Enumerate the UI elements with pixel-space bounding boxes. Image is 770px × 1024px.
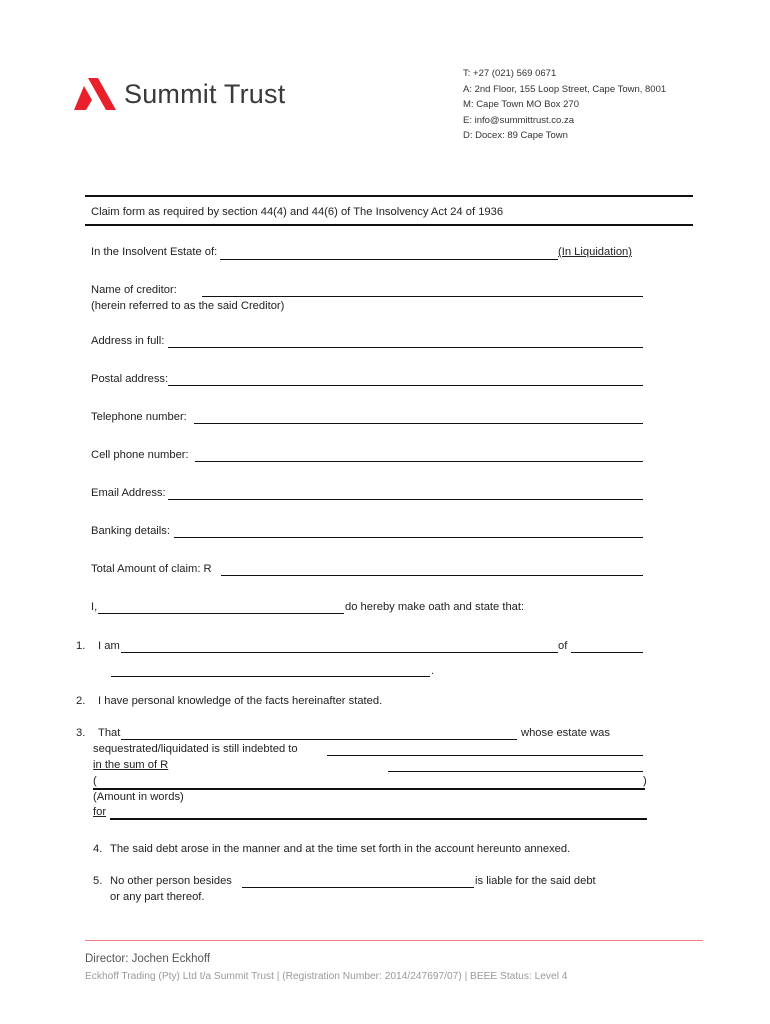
banking-field[interactable] bbox=[174, 537, 643, 538]
item4-number: 4. bbox=[93, 843, 103, 855]
creditor-label: Name of creditor: bbox=[91, 284, 177, 296]
brand-name: Summit Trust bbox=[124, 78, 286, 109]
item3-paren-close: ) bbox=[643, 775, 647, 787]
telephone-field[interactable] bbox=[194, 423, 643, 424]
item3-line2: sequestrated/liquidated is still indebted to bbox=[93, 743, 298, 755]
title-bottom-rule bbox=[85, 224, 693, 226]
item5-suffix: is liable for the said debt bbox=[475, 875, 596, 887]
item1-of: of bbox=[558, 640, 568, 652]
item3-number: 3. bbox=[76, 727, 86, 739]
title-top-rule bbox=[85, 195, 693, 197]
summit-logo-icon bbox=[74, 78, 116, 110]
address-label: Address in full: bbox=[91, 335, 165, 347]
oath-suffix: do hereby make oath and state that: bbox=[345, 601, 525, 613]
estate-label: In the Insolvent Estate of: bbox=[91, 246, 218, 258]
item3-for-field[interactable] bbox=[110, 818, 647, 820]
email-label: Email Address: bbox=[91, 487, 166, 499]
item3-amount-field[interactable] bbox=[388, 771, 643, 772]
postal-field[interactable] bbox=[168, 385, 643, 386]
email-field[interactable] bbox=[168, 499, 643, 500]
item4-text: The said debt arose in the manner and at the time set forth in the account hereunto annexed. bbox=[110, 843, 571, 855]
contact-telephone: T: +27 (021) 569 0671 bbox=[463, 68, 557, 79]
creditor-field[interactable] bbox=[202, 296, 643, 297]
contact-mailbox: M: Cape Town MO Box 270 bbox=[463, 99, 579, 110]
item2-text: I have personal knowledge of the facts hereinafter stated. bbox=[98, 695, 383, 707]
cell-label: Cell phone number: bbox=[91, 449, 189, 461]
banking-label: Banking details: bbox=[91, 525, 170, 537]
contact-block bbox=[463, 66, 666, 144]
item5-label: No other person besides bbox=[110, 875, 232, 887]
postal-label: Postal address: bbox=[91, 373, 169, 385]
item5-number: 5. bbox=[93, 875, 103, 887]
item1-of-field[interactable] bbox=[571, 652, 643, 653]
item3-paren-open: ( bbox=[93, 775, 97, 787]
contact-email: E: info@summittrust.co.za bbox=[463, 114, 575, 126]
item1-end: . bbox=[431, 665, 435, 677]
form-title: Claim form as required by section 44(4) and 44(6) of The Insolvency Act 24 of 1936 bbox=[91, 206, 504, 218]
item1-label: I am bbox=[98, 640, 120, 652]
estate-suffix: (In Liquidation) bbox=[558, 246, 633, 258]
item3-words-field[interactable] bbox=[93, 788, 645, 790]
item3-label: That bbox=[98, 727, 121, 739]
footer-director: Director: Jochen Eckhoff bbox=[85, 953, 211, 965]
item5-line2: or any part thereof. bbox=[110, 891, 205, 903]
contact-address: A: 2nd Floor, 155 Loop Street, Cape Town, 8001 bbox=[463, 83, 667, 95]
estate-field[interactable] bbox=[220, 259, 558, 260]
cell-field[interactable] bbox=[195, 461, 643, 462]
item3-for: for bbox=[93, 806, 107, 818]
footer-rule bbox=[85, 940, 703, 941]
contact-docex: D: Docex: 89 Cape Town bbox=[463, 130, 568, 141]
item5-person-field[interactable] bbox=[242, 887, 474, 888]
telephone-label: Telephone number: bbox=[91, 411, 187, 423]
item3-creditor-field[interactable] bbox=[327, 755, 643, 756]
oath-name-field[interactable] bbox=[98, 613, 344, 614]
item3-amount-words: (Amount in words) bbox=[93, 791, 184, 803]
total-label: Total Amount of claim: R bbox=[91, 563, 212, 575]
item3-debtor-field[interactable] bbox=[121, 739, 517, 740]
creditor-note: (herein referred to as the said Creditor) bbox=[91, 300, 285, 312]
footer-company: Eckhoff Trading (Pty) Ltd t/a Summit Trust | (Registration Number: 2014/247697/07) | BEEE Status: Level 4 bbox=[85, 971, 568, 982]
item2-number: 2. bbox=[76, 695, 86, 707]
item1-number: 1. bbox=[76, 640, 86, 652]
address-field[interactable] bbox=[168, 347, 643, 348]
oath-prefix: I, bbox=[91, 601, 98, 613]
total-field[interactable] bbox=[221, 575, 643, 576]
item1-capacity-field[interactable] bbox=[121, 652, 558, 653]
item1-second-field[interactable] bbox=[111, 676, 430, 677]
company-logo bbox=[74, 78, 285, 110]
item3-whose: whose estate was bbox=[521, 727, 610, 739]
item3-line3: in the sum of R bbox=[93, 759, 169, 771]
